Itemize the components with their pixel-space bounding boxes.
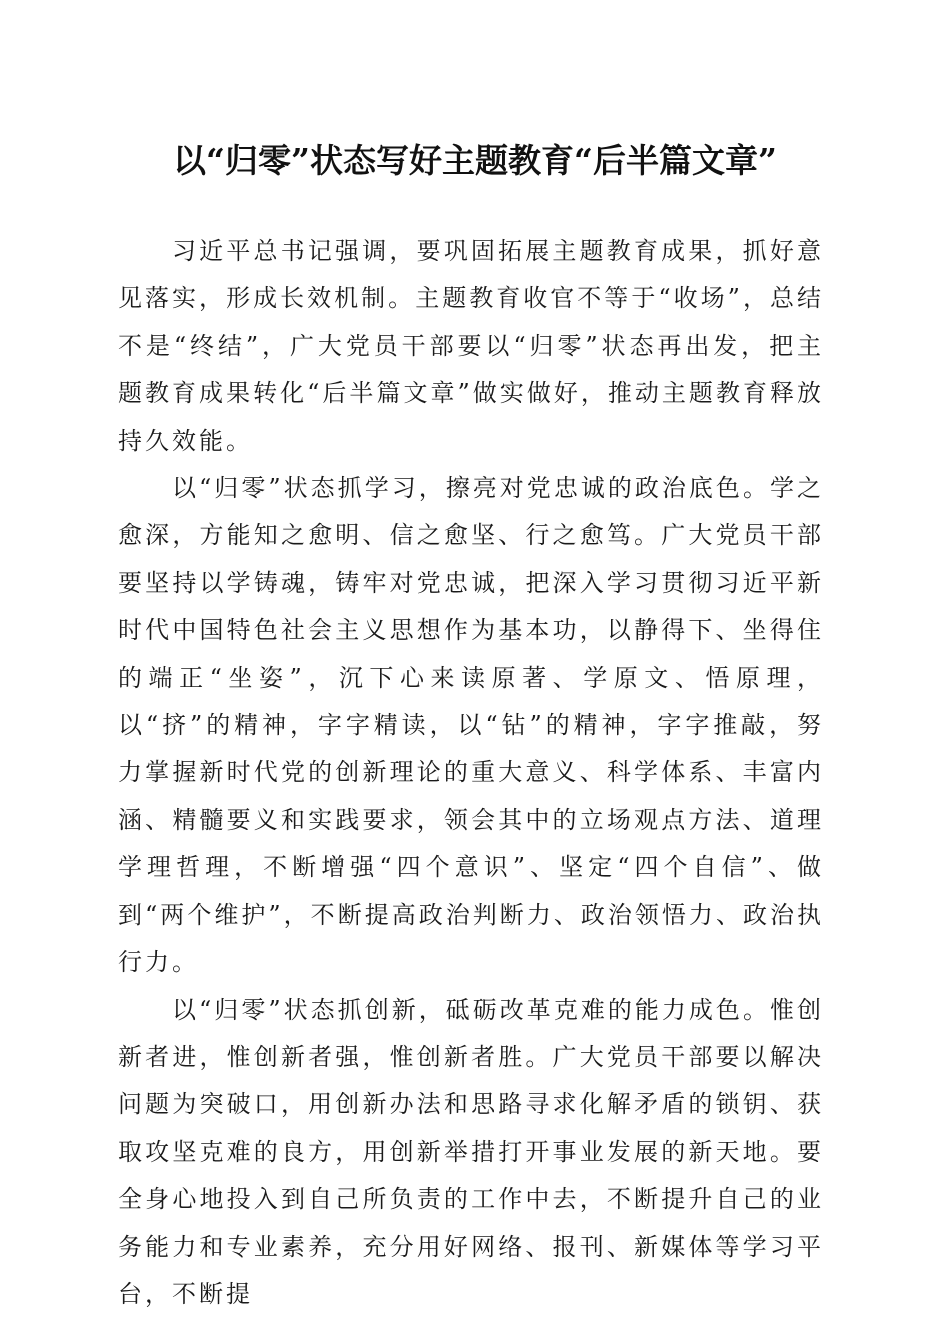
document-title: 以“归零”状态写好主题教育“后半篇文章” (173, 141, 777, 180)
paragraph-3: 以“归零”状态抓创新，砥砺改革克难的能力成色。惟创新者进，惟创新者强，惟创新者胜。广大党员干部要以解决问题为突破口，用创新办法和思路寻求化解矛盾的锁钥、获取攻坚克难的良方，用创新举措打开事业发展的新天地。要全身心地投入到自己所负责的工作中去，不断提升自己的业务能力和专业素养，充分用好网络、报刊、新媒体等学习平台，不断提 (118, 995, 824, 1308)
paragraph-2: 以“归零”状态抓学习，擦亮对党忠诚的政治底色。学之愈深，方能知之愈明、信之愈坚、行之愈笃。广大党员干部要坚持以学铸魂，铸牢对党忠诚，把深入学习贯彻习近平新时代中国特色社会主义思想作为基本功，以静得下、坐得住的端正“坐姿”，沉下心来读原著、学原文、悟原理，以“挤”的精神，字字精读，以“钻”的精神，字字推敲，努力掌握新时代党的创新理论的重大意义、科学体系、丰富内涵、精髓要义和实践要求，领会其中的立场观点方法、道理学理哲理，不断增强“四个意识”、坚定“四个自信”、做到“两个维护”，不断提高政治判断力、政治领悟力、政治执行力。 (118, 474, 824, 977)
document-body (118, 228, 824, 1318)
paragraph-1: 习近平总书记强调，要巩固拓展主题教育成果，抓好意见落实，形成长效机制。主题教育收官不等于“收场”，总结不是“终结”，广大党员干部要以“归零”状态再出发，把主题教育成果转化“后半篇文章”做实做好，推动主题教育释放持久效能。 (118, 237, 824, 455)
